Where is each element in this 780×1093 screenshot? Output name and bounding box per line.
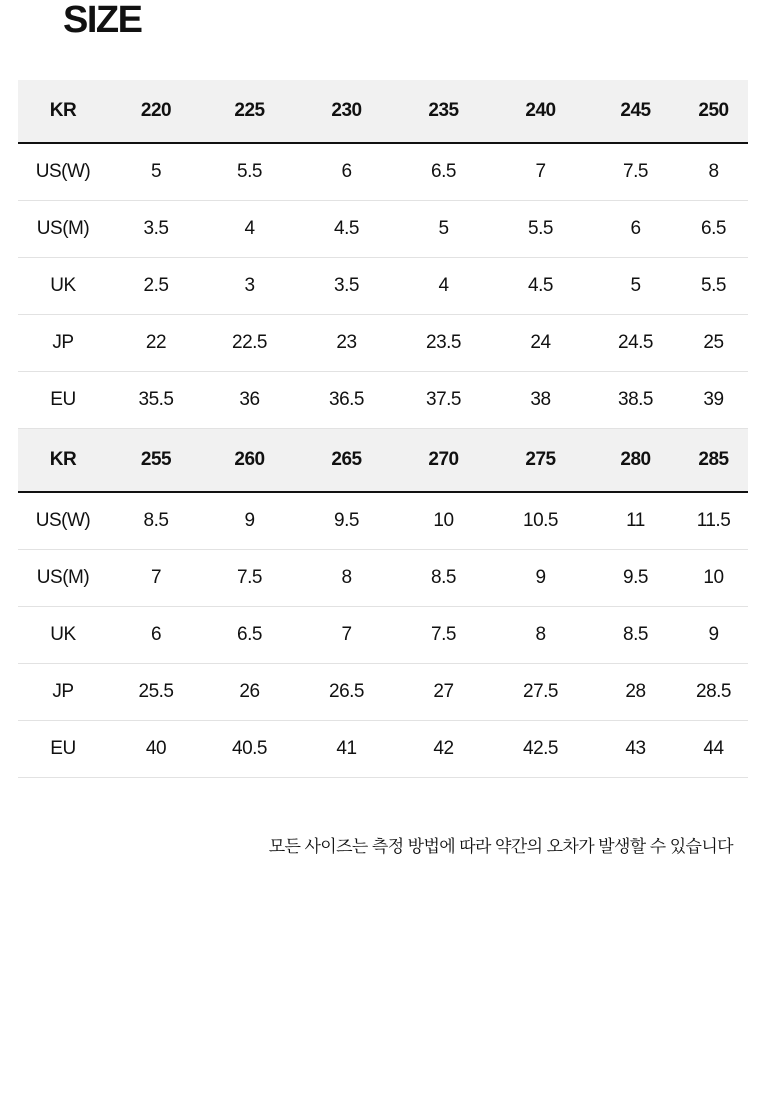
header-size-cell: 240: [489, 80, 592, 143]
size-value-cell: 25.5: [108, 664, 204, 721]
table-row: [18, 550, 748, 607]
size-value-cell: 7: [295, 607, 398, 664]
header-size-cell: 245: [592, 80, 679, 143]
row-label-cell: EU: [18, 372, 108, 429]
size-value-cell: 9: [679, 607, 748, 664]
size-value-cell: 5: [398, 201, 489, 258]
size-value-cell: 4.5: [489, 258, 592, 315]
size-value-cell: 28.5: [679, 664, 748, 721]
size-table-body: [18, 80, 748, 778]
size-disclaimer-note: 모든 사이즈는 측정 방법에 따라 약간의 오차가 발생할 수 있습니다: [268, 837, 733, 856]
size-value-cell: 22.5: [204, 315, 295, 372]
row-label-cell: KR: [18, 80, 108, 143]
row-label-cell: JP: [18, 664, 108, 721]
table-row: [18, 492, 748, 550]
size-value-cell: 38.5: [592, 372, 679, 429]
row-label-cell: KR: [18, 429, 108, 493]
row-label-cell: US(M): [18, 201, 108, 258]
size-value-cell: 36: [204, 372, 295, 429]
header-size-cell: 260: [204, 429, 295, 493]
row-label-cell: EU: [18, 721, 108, 778]
size-chart-table: [18, 80, 748, 778]
size-value-cell: 3: [204, 258, 295, 315]
size-value-cell: 6.5: [679, 201, 748, 258]
size-value-cell: 28: [592, 664, 679, 721]
size-value-cell: 27.5: [489, 664, 592, 721]
size-value-cell: 7: [489, 143, 592, 201]
size-value-cell: 42.5: [489, 721, 592, 778]
size-value-cell: 38: [489, 372, 592, 429]
header-size-cell: 255: [108, 429, 204, 493]
size-value-cell: 7.5: [398, 607, 489, 664]
size-value-cell: 8.5: [592, 607, 679, 664]
size-value-cell: 11: [592, 492, 679, 550]
size-value-cell: 40: [108, 721, 204, 778]
size-value-cell: 37.5: [398, 372, 489, 429]
size-value-cell: 5: [592, 258, 679, 315]
size-value-cell: 36.5: [295, 372, 398, 429]
size-value-cell: 7.5: [592, 143, 679, 201]
row-label-cell: US(M): [18, 550, 108, 607]
size-value-cell: 26: [204, 664, 295, 721]
size-value-cell: 9: [204, 492, 295, 550]
row-label-cell: UK: [18, 607, 108, 664]
size-value-cell: 4: [204, 201, 295, 258]
size-value-cell: 26.5: [295, 664, 398, 721]
size-value-cell: 8: [679, 143, 748, 201]
size-value-cell: 6.5: [204, 607, 295, 664]
size-value-cell: 6: [295, 143, 398, 201]
size-value-cell: 3.5: [108, 201, 204, 258]
size-value-cell: 11.5: [679, 492, 748, 550]
size-value-cell: 23.5: [398, 315, 489, 372]
size-value-cell: 6: [108, 607, 204, 664]
size-value-cell: 10: [398, 492, 489, 550]
size-value-cell: 24.5: [592, 315, 679, 372]
size-value-cell: 27: [398, 664, 489, 721]
table-row: [18, 664, 748, 721]
size-value-cell: 9.5: [592, 550, 679, 607]
size-value-cell: 35.5: [108, 372, 204, 429]
table-header-row: [18, 80, 748, 143]
header-size-cell: 230: [295, 80, 398, 143]
header-size-cell: 280: [592, 429, 679, 493]
row-label-cell: US(W): [18, 492, 108, 550]
size-value-cell: 3.5: [295, 258, 398, 315]
table-row: [18, 607, 748, 664]
header-size-cell: 265: [295, 429, 398, 493]
header-size-cell: 275: [489, 429, 592, 493]
size-value-cell: 8: [489, 607, 592, 664]
table-row: [18, 143, 748, 201]
size-value-cell: 8.5: [398, 550, 489, 607]
row-label-cell: US(W): [18, 143, 108, 201]
header-size-cell: 225: [204, 80, 295, 143]
header-size-cell: 285: [679, 429, 748, 493]
header-size-cell: 250: [679, 80, 748, 143]
table-row: [18, 372, 748, 429]
table-header-row: [18, 429, 748, 493]
size-value-cell: 44: [679, 721, 748, 778]
size-value-cell: 9.5: [295, 492, 398, 550]
size-value-cell: 7.5: [204, 550, 295, 607]
size-value-cell: 4.5: [295, 201, 398, 258]
size-value-cell: 39: [679, 372, 748, 429]
size-value-cell: 7: [108, 550, 204, 607]
size-value-cell: 4: [398, 258, 489, 315]
table-row: [18, 201, 748, 258]
size-value-cell: 23: [295, 315, 398, 372]
row-label-cell: UK: [18, 258, 108, 315]
size-value-cell: 9: [489, 550, 592, 607]
size-value-cell: 43: [592, 721, 679, 778]
size-value-cell: 24: [489, 315, 592, 372]
size-value-cell: 5.5: [489, 201, 592, 258]
size-value-cell: 6.5: [398, 143, 489, 201]
table-row: [18, 258, 748, 315]
table-row: [18, 315, 748, 372]
size-value-cell: 8: [295, 550, 398, 607]
size-value-cell: 22: [108, 315, 204, 372]
page-title: SIZE: [63, 0, 142, 41]
header-size-cell: 235: [398, 80, 489, 143]
size-value-cell: 41: [295, 721, 398, 778]
size-value-cell: 42: [398, 721, 489, 778]
row-label-cell: JP: [18, 315, 108, 372]
header-size-cell: 270: [398, 429, 489, 493]
size-value-cell: 5.5: [679, 258, 748, 315]
size-value-cell: 25: [679, 315, 748, 372]
header-size-cell: 220: [108, 80, 204, 143]
size-value-cell: 2.5: [108, 258, 204, 315]
size-value-cell: 8.5: [108, 492, 204, 550]
size-value-cell: 40.5: [204, 721, 295, 778]
table-row: [18, 721, 748, 778]
size-value-cell: 5: [108, 143, 204, 201]
size-value-cell: 10.5: [489, 492, 592, 550]
size-value-cell: 5.5: [204, 143, 295, 201]
size-value-cell: 10: [679, 550, 748, 607]
size-value-cell: 6: [592, 201, 679, 258]
